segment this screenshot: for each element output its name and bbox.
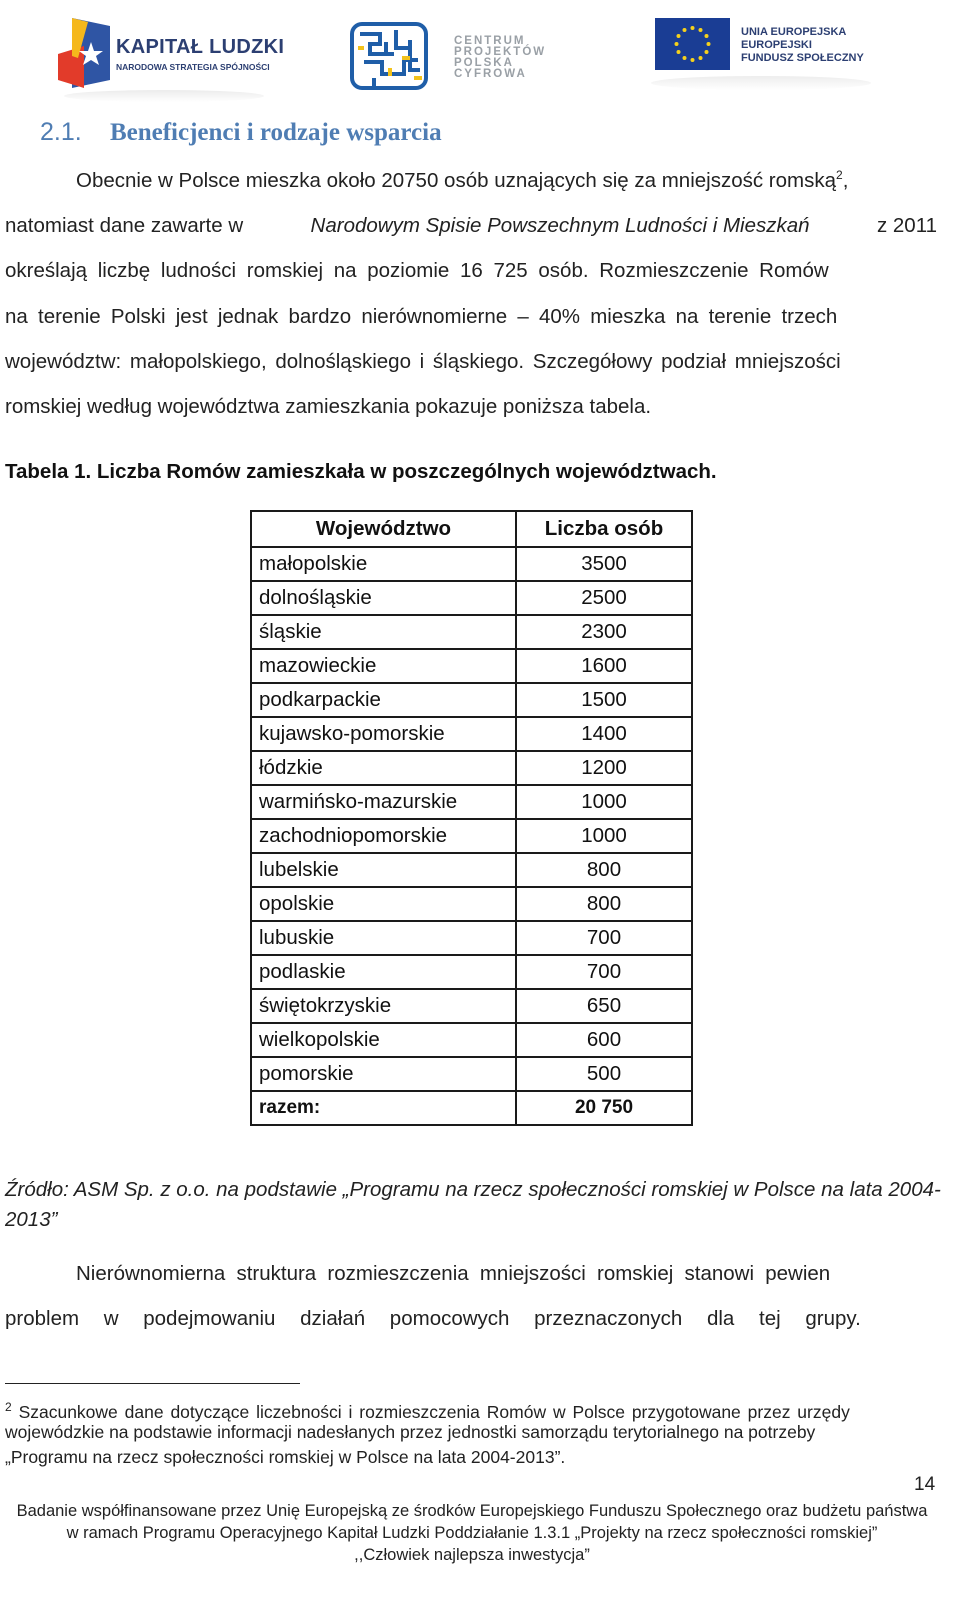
table-row: [251, 1057, 692, 1091]
section-heading: [40, 118, 442, 147]
column-header-count: Liczba osób: [516, 511, 692, 547]
cell-voivodeship: łódzkie: [251, 751, 516, 785]
cell-count: 1200: [516, 751, 692, 785]
paragraph-line: na terenie Polski jest jednak bardzo nierównomierne – 40% mieszka na terenie trzech: [5, 305, 838, 328]
cppc-line: PROJEKTÓW: [454, 46, 547, 58]
table-row: [251, 751, 692, 785]
kapital-ludzki-title: KAPITAŁ LUDZKI: [116, 36, 285, 58]
cell-count: 1600: [516, 649, 692, 683]
cppc-line: POLSKA: [454, 57, 514, 69]
paragraph-line: określają liczbę ludności romskiej na poziomie 16 725 osób. Rozmieszczenie Romów: [5, 259, 829, 282]
cell-voivodeship: lubuskie: [251, 921, 516, 955]
cell-voivodeship: wielkopolskie: [251, 1023, 516, 1057]
table-row: [251, 989, 692, 1023]
cell-voivodeship: zachodniopomorskie: [251, 819, 516, 853]
cell-voivodeship: małopolskie: [251, 547, 516, 581]
cppc-line: CYFROWA: [454, 68, 527, 80]
section-number: 2.1.: [40, 118, 82, 146]
cell-count: 3500: [516, 547, 692, 581]
total-label: razem:: [251, 1091, 516, 1125]
cell-count: 1500: [516, 683, 692, 717]
table-row: [251, 887, 692, 921]
section-title: Beneficjenci i rodzaje wsparcia: [109, 119, 442, 146]
paragraph-line: romskiej według województwa zamieszkania pokazuje poniższa tabela.: [5, 395, 652, 418]
kapital-ludzki-flag-icon: [58, 18, 110, 88]
cell-voivodeship: pomorskie: [251, 1057, 516, 1091]
cell-count: 2500: [516, 581, 692, 615]
eu-logo: [655, 18, 885, 98]
cell-voivodeship: dolnośląskie: [251, 581, 516, 615]
logo-shadow: [651, 76, 871, 90]
cppc-maze-icon: [350, 18, 430, 94]
table-row: [251, 819, 692, 853]
cppc-line: CENTRUM: [454, 35, 526, 47]
funding-line: w ramach Programu Operacyjnego Kapitał Ludzki Poddziałanie 1.3.1 „Projekty na rzecz społeczności romskiej”: [66, 1524, 878, 1542]
cell-voivodeship: warmińsko-mazurskie: [251, 785, 516, 819]
footnote-line: wojewódzkie na podstawie informacji nadesłanych przez jednostki samorządu terytorialnego na potrzeby: [5, 1422, 816, 1442]
table-row: [251, 581, 692, 615]
footnote-line: [5, 1395, 937, 1420]
eu-title: UNIA EUROPEJSKA: [741, 26, 847, 38]
funding-line: Badanie współfinansowane przez Unię Europejską ze środków Europejskiego Funduszu Społecznego oraz budżetu państwa: [16, 1502, 928, 1520]
page-header: [0, 0, 960, 112]
cell-count: 800: [516, 853, 692, 887]
paragraph-line: [5, 214, 937, 238]
kapital-ludzki-subtitle: NARODOWA STRATEGIA SPÓJNOŚCI: [116, 62, 270, 72]
cell-count: 700: [516, 921, 692, 955]
eu-subtitle-2: FUNDUSZ SPOŁECZNY: [741, 52, 864, 64]
cell-count: 1000: [516, 785, 692, 819]
footnote-marker: 2: [5, 1400, 12, 1414]
paragraph-line: Nierównomierna struktura rozmieszczenia mniejszości romskiej stanowi pewien: [76, 1262, 831, 1285]
footnote: [5, 1395, 937, 1470]
data-table: [250, 510, 693, 1126]
table-row: [251, 1023, 692, 1057]
cell-voivodeship: lubelskie: [251, 853, 516, 887]
footnote-ref: 2: [836, 168, 843, 182]
cell-voivodeship: opolskie: [251, 887, 516, 921]
text-run: z 2011: [876, 214, 937, 237]
table-source: [5, 1178, 941, 1232]
cppc-text: [454, 36, 546, 80]
table-row: [251, 615, 692, 649]
paragraph-line: [76, 168, 937, 193]
footnote-divider: [5, 1383, 300, 1384]
eu-subtitle-1: EUROPEJSKI: [741, 39, 812, 51]
table-row: [251, 717, 692, 751]
footnote-line: „Programu na rzecz społeczności romskiej w Polsce na lata 2004-2013”.: [5, 1447, 566, 1467]
cppc-logo: [350, 18, 560, 98]
text-run: Obecnie w Polsce mieszka około 20750 osób uznających się za mniejszość romską: [76, 168, 837, 192]
text-run: ,: [842, 168, 849, 192]
cell-count: 2300: [516, 615, 692, 649]
paragraph-line: problem w podejmowaniu działań pomocowych przeznaczonych dla tej grupy.: [5, 1307, 861, 1330]
table-row: [251, 649, 692, 683]
cell-voivodeship: podlaskie: [251, 955, 516, 989]
source-line: Źródło: ASM Sp. z o.o. na podstawie „Programu na rzecz społeczności romskiej w Polsce na lata 2004-: [5, 1178, 941, 1201]
cell-voivodeship: świętokrzyskie: [251, 989, 516, 1023]
table-row: [251, 955, 692, 989]
eu-flag-icon: [655, 18, 730, 70]
logo-shadow: [64, 90, 264, 102]
text-run-italic: Narodowym Spisie Powszechnym Ludności i Mieszkań: [310, 214, 810, 237]
table-row: [251, 921, 692, 955]
paragraph-line: województw: małopolskiego, dolnośląskiego i śląskiego. Szczegółowy podział mniejszości: [5, 350, 841, 373]
cell-count: 1400: [516, 717, 692, 751]
table-row: [251, 683, 692, 717]
funding-note: [0, 1500, 944, 1566]
table-total-row: [251, 1091, 692, 1125]
table-row: [251, 853, 692, 887]
cell-count: 800: [516, 887, 692, 921]
source-line: 2013”: [5, 1208, 58, 1231]
cell-voivodeship: kujawsko-pomorskie: [251, 717, 516, 751]
page-number: 14: [914, 1474, 936, 1495]
cell-count: 650: [516, 989, 692, 1023]
text-run: natomiast dane zawarte w: [5, 214, 244, 237]
table-row: [251, 785, 692, 819]
table-row: [251, 547, 692, 581]
cell-voivodeship: podkarpackie: [251, 683, 516, 717]
kapital-ludzki-logo: [58, 14, 285, 92]
cell-count: 700: [516, 955, 692, 989]
text-run: Szacunkowe dane dotyczące liczebności i rozmieszczenia Romów w Polsce przygotowane przez urzędy: [18, 1401, 850, 1422]
cell-count: 1000: [516, 819, 692, 853]
total-value: 20 750: [516, 1091, 692, 1125]
table-caption: Tabela 1. Liczba Romów zamieszkała w poszczególnych województwach.: [5, 460, 717, 483]
table-header-row: [251, 511, 692, 547]
funding-line: ,,Człowiek najlepsza inwestycja”: [354, 1546, 590, 1564]
cell-voivodeship: mazowieckie: [251, 649, 516, 683]
cell-voivodeship: śląskie: [251, 615, 516, 649]
cell-count: 600: [516, 1023, 692, 1057]
cell-count: 500: [516, 1057, 692, 1091]
column-header-voivodeship: Województwo: [251, 511, 516, 547]
